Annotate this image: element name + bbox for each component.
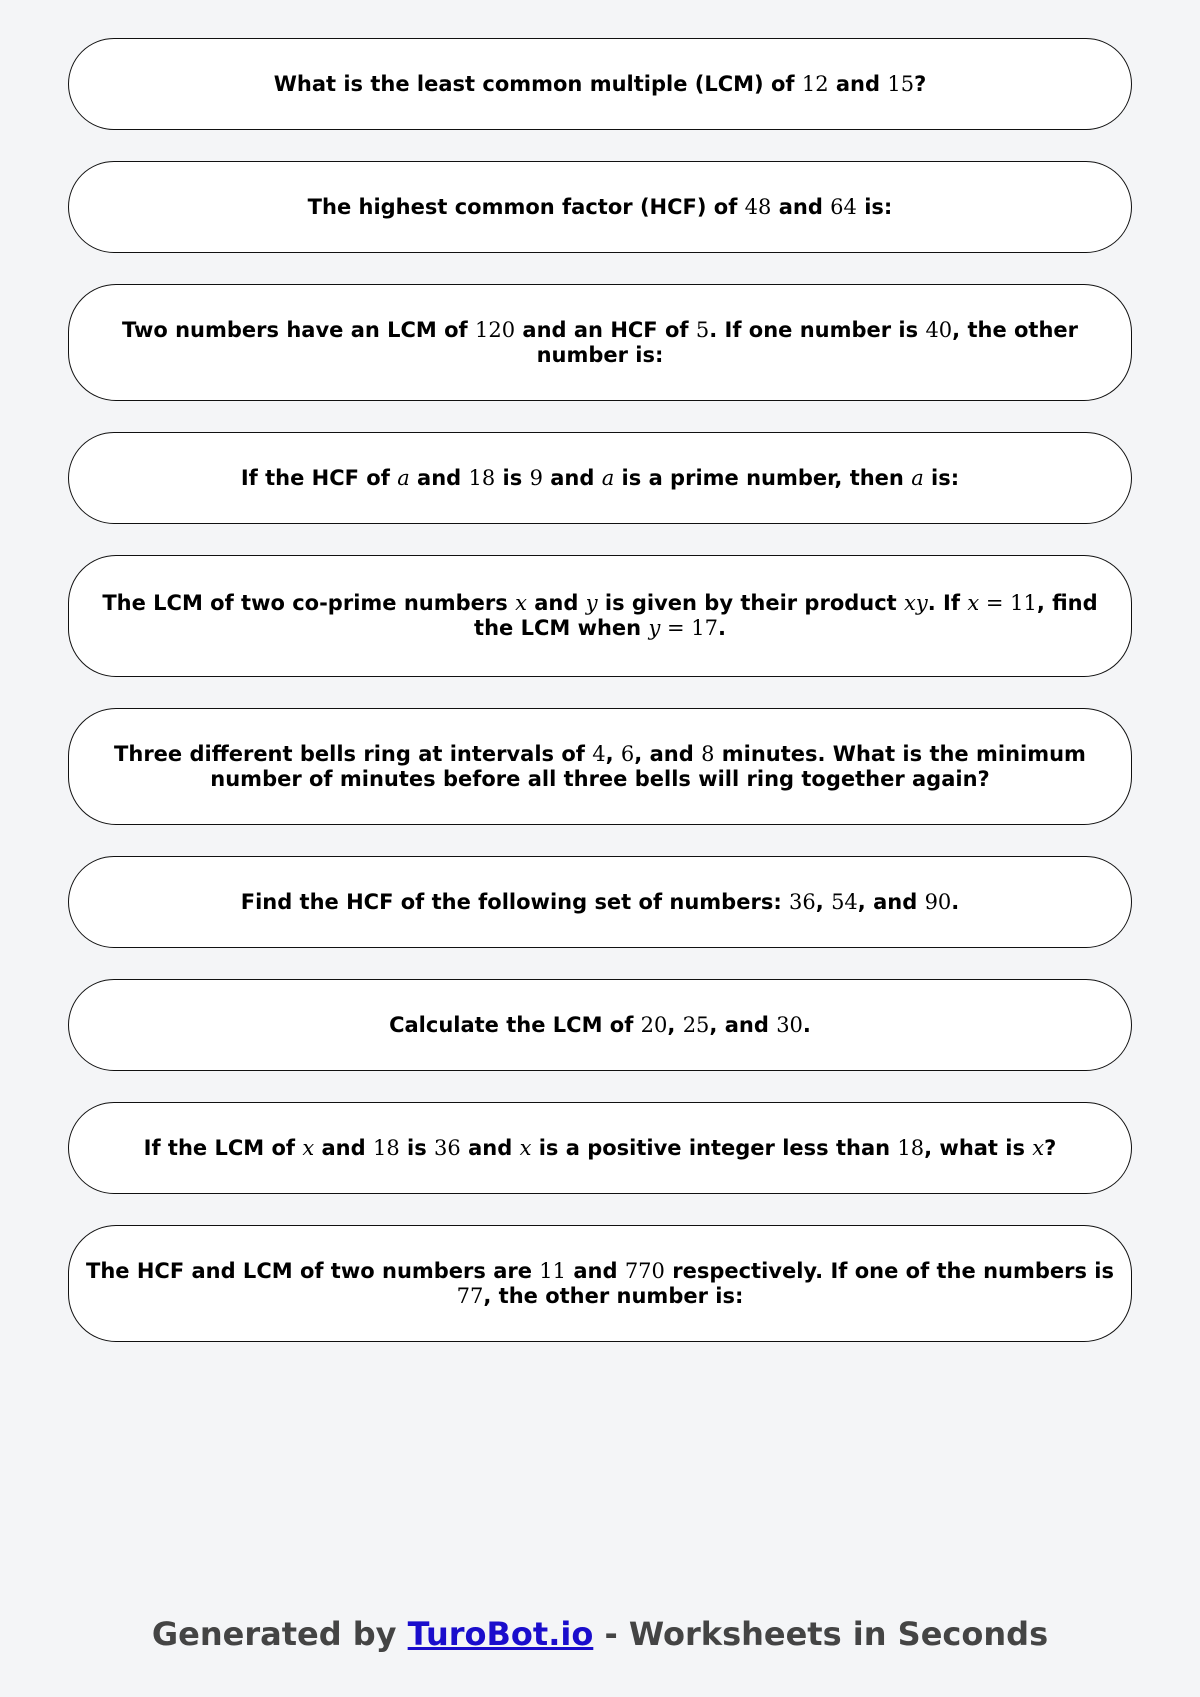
- question-text-run: Find the HCF of the following set of numbers:: [240, 889, 790, 914]
- math-number: 30: [776, 1012, 803, 1037]
- math-number: 25: [682, 1012, 710, 1037]
- question-text-run: , the other number is:: [483, 1283, 744, 1308]
- question-text-run: , what is: [924, 1135, 1033, 1160]
- question-text-run: .: [717, 616, 726, 640]
- question-text-run: The HCF and LCM of two numbers are: [86, 1258, 540, 1283]
- question-text: [83, 591, 1117, 641]
- math-variable: x: [1032, 1135, 1045, 1160]
- question-text-run: minutes. What is the minimum number of minutes before all three bells will ring together again?: [210, 741, 1094, 791]
- math-number: 8: [701, 741, 715, 766]
- math-number: 120: [475, 317, 516, 342]
- math-variable: y: [585, 591, 598, 615]
- question-text-run: respectively. If one of the numbers is: [664, 1258, 1122, 1283]
- math-number: 770: [624, 1258, 665, 1283]
- question-card-10: [68, 1225, 1132, 1342]
- footer-suffix: - Worksheets in Seconds: [593, 1615, 1049, 1653]
- math-number: 5: [695, 317, 710, 342]
- math-number: 20: [640, 1012, 668, 1037]
- question-text-run: , and: [857, 889, 925, 914]
- math-number: 18: [372, 1135, 400, 1160]
- math-number: 36: [789, 889, 816, 914]
- question-text-run: . If: [927, 591, 968, 615]
- question-text-run: is a positive integer less than: [531, 1135, 898, 1160]
- question-text-run: is a prime number, then: [614, 465, 912, 490]
- math-variable: x: [519, 1135, 532, 1160]
- math-number: 11: [539, 1258, 567, 1283]
- question-text-run: and: [771, 194, 831, 219]
- question-text-run: Calculate the LCM of: [389, 1012, 641, 1037]
- math-number: 6: [620, 741, 635, 766]
- question-text-run: and: [828, 71, 888, 96]
- question-text-run: .: [802, 1012, 811, 1037]
- question-text-run: ,: [815, 889, 832, 914]
- footer-prefix: Generated by: [151, 1615, 408, 1653]
- math-number: = 17: [660, 616, 718, 640]
- math-variable: x: [302, 1135, 315, 1160]
- question-text-run: and: [460, 1135, 520, 1160]
- question-text-run: is: [399, 1135, 435, 1160]
- question-text-run: , and: [709, 1012, 777, 1037]
- question-text-run: , and: [634, 741, 702, 766]
- question-text-run: is: [495, 465, 530, 490]
- footer: [0, 1614, 1200, 1654]
- question-text-run: ,: [667, 1012, 683, 1037]
- math-number: 77: [456, 1283, 484, 1308]
- math-variable: x: [515, 591, 527, 615]
- math-number: 4: [592, 741, 606, 766]
- question-text-run: If the HCF of: [240, 465, 398, 490]
- math-number: 9: [529, 465, 543, 490]
- question-card-7: [68, 856, 1132, 948]
- question-text-run: and: [542, 465, 602, 490]
- question-list: [68, 38, 1132, 1373]
- question-text-run: , the other number is:: [536, 317, 1086, 367]
- math-number: 90: [924, 889, 952, 914]
- question-text: [308, 195, 893, 220]
- question-text-run: is given by their product: [597, 591, 905, 615]
- question-text-run: Three different bells ring at intervals of: [114, 741, 593, 766]
- question-text-run: ?: [914, 71, 927, 96]
- math-variable: a: [397, 465, 410, 490]
- math-number: 15: [887, 71, 915, 96]
- math-number: 12: [801, 71, 829, 96]
- question-text-run: and an HCF of: [515, 317, 696, 342]
- question-text-run: and: [566, 1258, 625, 1283]
- question-text-run: and: [526, 591, 586, 615]
- math-variable: x: [967, 591, 980, 615]
- question-card-5: [68, 555, 1132, 677]
- question-text-run: The LCM of two co-prime numbers: [102, 591, 516, 615]
- question-text-run: Two numbers have an LCM of: [121, 317, 476, 342]
- question-card-6: [68, 708, 1132, 825]
- question-text: [83, 1258, 1122, 1309]
- question-text-run: is:: [856, 194, 893, 219]
- math-variable: a: [911, 465, 924, 490]
- question-card-3: [68, 284, 1132, 401]
- question-text: [83, 742, 1117, 792]
- math-number: 48: [744, 194, 772, 219]
- math-number: 54: [831, 889, 858, 914]
- question-text-run: .: [951, 889, 960, 914]
- question-card-9: [68, 1102, 1132, 1194]
- math-variable: a: [601, 465, 615, 490]
- question-text-run: The highest common factor (HCF) of: [307, 194, 745, 219]
- question-text: [83, 318, 1117, 368]
- question-text-run: If the LCM of: [143, 1135, 303, 1160]
- math-number: 18: [468, 465, 496, 490]
- math-number: 36: [434, 1135, 461, 1160]
- question-text-run: ?: [1044, 1135, 1057, 1160]
- math-number: 40: [925, 317, 953, 342]
- question-text: [389, 1013, 811, 1038]
- question-text-run: , find the LCM when: [474, 591, 1105, 640]
- question-text: [241, 466, 959, 491]
- turobot-link[interactable]: TuroBot.io: [407, 1615, 594, 1653]
- question-card-1: [68, 38, 1132, 130]
- question-card-8: [68, 979, 1132, 1071]
- question-text-run: ,: [605, 741, 621, 766]
- question-card-2: [68, 161, 1132, 253]
- question-card-4: [68, 432, 1132, 524]
- question-text-run: and: [409, 465, 469, 490]
- question-text-run: is:: [923, 465, 960, 490]
- math-variable: xy: [904, 591, 928, 615]
- question-text: [274, 72, 927, 97]
- question-text-run: and: [314, 1135, 373, 1160]
- question-text: [241, 890, 960, 915]
- question-text-run: What is the least common multiple (LCM) of: [273, 71, 802, 96]
- question-text: [144, 1136, 1057, 1161]
- math-variable: y: [648, 616, 661, 640]
- math-number: 18: [897, 1135, 925, 1160]
- math-number: 64: [830, 194, 857, 219]
- question-text-run: . If one number is: [709, 317, 926, 342]
- math-number: = 11: [979, 591, 1037, 615]
